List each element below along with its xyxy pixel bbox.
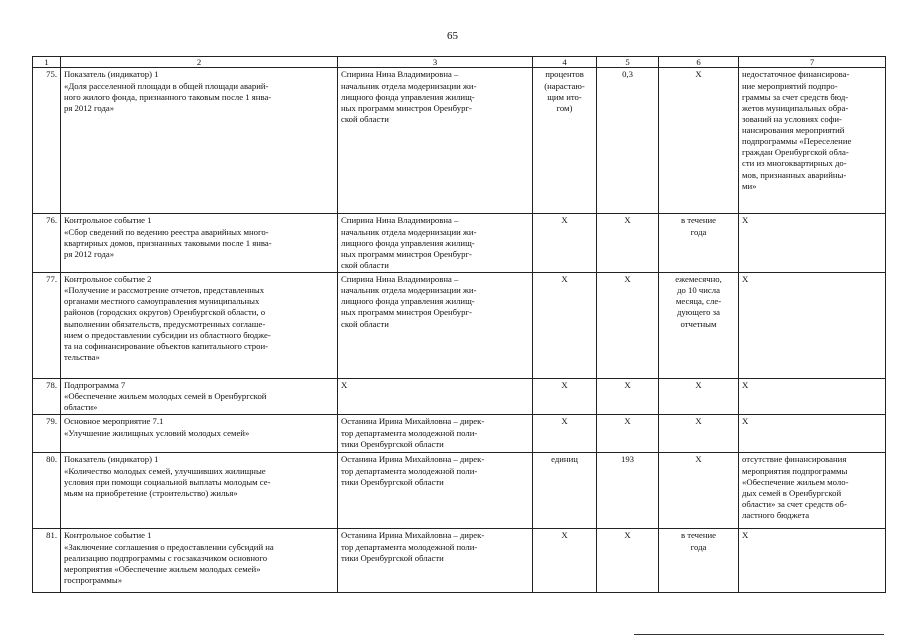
cell-line: Спирина Нина Владимировна – [341, 69, 459, 80]
cell-line: Х [742, 530, 749, 541]
cell-line: районов (городских округов) Оренбургской области, о [64, 307, 266, 318]
cell-line: начальник отдела модернизации жи- [341, 285, 477, 296]
term-cell [659, 214, 739, 273]
cell-line: Х [561, 530, 568, 541]
unit-cell [533, 453, 597, 529]
cell-line: Показатель (индикатор) 1 [64, 454, 159, 465]
row-number-cell: 77. [33, 273, 61, 379]
cell-line: сти из многоквартирных до- [742, 158, 847, 169]
footer-rule [634, 634, 884, 635]
cell-line: начальник отдела модернизации жи- [341, 80, 477, 91]
cell-line: Останина Ирина Михайловна – дирек- [341, 416, 485, 427]
cell-line: Х [742, 380, 749, 391]
row-number-cell: 78. [33, 379, 61, 415]
cell-line: Х [341, 380, 348, 391]
cell-line: начальник отдела модернизации жи- [341, 226, 477, 237]
term-cell [659, 529, 739, 593]
cell-line: тики Оренбургской области [341, 552, 444, 563]
unit-cell [533, 529, 597, 593]
unit-cell [533, 415, 597, 453]
cell-line: мероприятия подпрограммы [742, 465, 848, 476]
row-number-cell: 76. [33, 214, 61, 273]
cell-line: граждан Оренбургской обла- [742, 147, 849, 158]
cell-line: мероприятия «Обеспечение жильем молодых семей» [64, 563, 261, 574]
term-cell [659, 273, 739, 379]
cell-line: выполнении обязательств, предусмотренных соглаше- [64, 318, 266, 329]
note-cell [739, 415, 886, 453]
cell-line: лищного фонда управления жилищ- [341, 237, 475, 248]
cell-line: Х [742, 416, 749, 427]
table-row [33, 273, 886, 379]
table-row [33, 68, 886, 214]
note-cell [739, 453, 886, 529]
cell-line: ми» [742, 180, 757, 191]
cell-line: мьям на приобретение (строительство) жилья» [64, 487, 238, 498]
name-cell [61, 379, 338, 415]
column-number: 3 [338, 57, 533, 68]
cell-line: отчетным [680, 318, 717, 329]
cell-line: граммы за счет средств бюд- [742, 91, 849, 102]
cell-line: тики Оренбургской области [341, 476, 444, 487]
cell-line: месяца, сле- [675, 296, 722, 307]
unit-cell [533, 214, 597, 273]
cell-line: условия при помощи социальной выплаты молодым се- [64, 476, 271, 487]
page-number: 65 [447, 30, 458, 42]
note-cell [739, 529, 886, 593]
cell-line: отсутствие финансирования [742, 454, 847, 465]
table-row [33, 453, 886, 529]
cell-line: Х [695, 454, 702, 465]
cell-line: единиц [551, 454, 578, 465]
cell-line: «Доля расселенной площади в общей площади аварий- [64, 80, 269, 91]
cell-line: тики Оренбургской области [341, 438, 444, 449]
cell-line: «Заключение соглашения о предоставлении субсидий на [64, 541, 274, 552]
name-cell [61, 453, 338, 529]
cell-line: Останина Ирина Михайловна – дирек- [341, 454, 485, 465]
cell-line: реализацию подпрограммы с госзаказчиком основного [64, 552, 268, 563]
cell-line: Х [561, 274, 568, 285]
cell-line: Х [695, 416, 702, 427]
cell-line: тор департамента молодежной поли- [341, 541, 478, 552]
note-cell [739, 68, 886, 214]
cell-line: ластного бюджета [742, 510, 810, 521]
cell-line: лищного фонда управления жилищ- [341, 296, 475, 307]
cell-line: тор департамента молодежной поли- [341, 427, 478, 438]
report-table [32, 56, 886, 593]
name-cell [61, 273, 338, 379]
cell-line: нансирования мероприятий [742, 125, 845, 136]
cell-line: Подпрограмма 7 [64, 380, 126, 391]
name-cell [61, 214, 338, 273]
row-number-cell: 80. [33, 453, 61, 529]
cell-line: «Обеспечение жильем моло- [742, 476, 849, 487]
column-number: 6 [659, 57, 739, 68]
responsible-cell [338, 379, 533, 415]
column-number-row [33, 57, 886, 68]
cell-line: дующего за [677, 307, 720, 318]
row-number-cell: 81. [33, 529, 61, 593]
cell-line: «Сбор сведений по ведению реестра аварийных много- [64, 226, 269, 237]
value-cell: Х [597, 379, 659, 415]
column-number: 1 [33, 57, 61, 68]
cell-line: Показатель (индикатор) 1 [64, 69, 159, 80]
cell-line: Основное мероприятие 7.1 [64, 416, 164, 427]
row-number-cell: 79. [33, 415, 61, 453]
cell-line: Х [561, 380, 568, 391]
cell-line: Контрольное событие 2 [64, 274, 152, 285]
cell-line: зований на условиях софи- [742, 113, 842, 124]
column-number: 4 [533, 57, 597, 68]
term-cell [659, 453, 739, 529]
cell-line: Х [742, 215, 749, 226]
cell-line: ных программ минстроя Оренбург- [341, 307, 472, 318]
cell-line: та на софинансирование объектов капитального строи- [64, 340, 269, 351]
note-cell [739, 379, 886, 415]
cell-line: года [690, 541, 707, 552]
cell-line: «Количество молодых семей, улучшивших жилищные [64, 465, 266, 476]
cell-line: Останина Ирина Михайловна – дирек- [341, 530, 485, 541]
cell-line: дых семей в Оренбургской [742, 487, 842, 498]
table-row [33, 214, 886, 273]
note-cell [739, 273, 886, 379]
cell-line: Спирина Нина Владимировна – [341, 274, 459, 285]
cell-line: Контрольное событие 1 [64, 215, 152, 226]
cell-line: ской области [341, 113, 389, 124]
value-cell: Х [597, 214, 659, 273]
cell-line: Х [561, 416, 568, 427]
cell-line: в течение [680, 215, 717, 226]
cell-line: мов, признанных аварийны- [742, 169, 847, 180]
cell-line: квартирных домов, признанных таковыми после 1 янва- [64, 237, 272, 248]
cell-line: ской области [341, 318, 389, 329]
cell-line: «Улучшение жилищных условий молодых семей» [64, 427, 250, 438]
cell-line: гом) [556, 102, 573, 113]
cell-line: Х [695, 380, 702, 391]
unit-cell [533, 68, 597, 214]
unit-cell [533, 273, 597, 379]
responsible-cell [338, 415, 533, 453]
cell-line: ных программ минстроя Оренбург- [341, 102, 472, 113]
value-cell: Х [597, 415, 659, 453]
cell-line: ного жилого фонда, признанного таковым после 1 янва- [64, 91, 272, 102]
table-row [33, 529, 886, 593]
cell-line: Спирина Нина Владимировна – [341, 215, 459, 226]
cell-line: щим ито- [547, 91, 582, 102]
cell-line: до 10 числа [677, 285, 720, 296]
cell-line: ской области [341, 259, 389, 270]
cell-line: «Обеспечение жильем молодых семей в Оренбургской [64, 391, 267, 402]
cell-line: тельства» [64, 351, 100, 362]
cell-line: ежемесячно, [675, 274, 722, 285]
cell-line: (нарастаю- [544, 80, 585, 91]
responsible-cell [338, 273, 533, 379]
cell-line: Контрольное событие 1 [64, 530, 152, 541]
responsible-cell [338, 214, 533, 273]
cell-line: года [690, 226, 707, 237]
value-cell: Х [597, 529, 659, 593]
cell-line: области» за счет средств об- [742, 498, 847, 509]
column-number: 7 [739, 57, 886, 68]
cell-line: в течение [680, 530, 717, 541]
term-cell [659, 379, 739, 415]
cell-line: ние мероприятий подпро- [742, 80, 838, 91]
column-number: 2 [61, 57, 338, 68]
table-row [33, 379, 886, 415]
cell-line: Х [695, 69, 702, 80]
table-row [33, 415, 886, 453]
unit-cell [533, 379, 597, 415]
cell-line: нием о предоставлении субсидии из областного бюдже- [64, 329, 271, 340]
cell-line: Х [561, 215, 568, 226]
cell-line: ря 2012 года» [64, 102, 115, 113]
note-cell [739, 214, 886, 273]
cell-line: лищного фонда управления жилищ- [341, 91, 475, 102]
cell-line: недостаточное финансирова- [742, 69, 850, 80]
responsible-cell [338, 529, 533, 593]
name-cell [61, 415, 338, 453]
cell-line: органами местного самоуправления муниципальных [64, 296, 260, 307]
name-cell [61, 529, 338, 593]
cell-line: области» [64, 402, 98, 413]
cell-line: ря 2012 года» [64, 248, 115, 259]
cell-line: ных программ минстроя Оренбург- [341, 248, 472, 259]
value-cell: 193 [597, 453, 659, 529]
row-number-cell: 75. [33, 68, 61, 214]
responsible-cell [338, 453, 533, 529]
value-cell: Х [597, 273, 659, 379]
term-cell [659, 68, 739, 214]
cell-line: «Получение и рассмотрение отчетов, представленных [64, 285, 265, 296]
name-cell [61, 68, 338, 214]
column-number: 5 [597, 57, 659, 68]
term-cell [659, 415, 739, 453]
responsible-cell [338, 68, 533, 214]
cell-line: тор департамента молодежной поли- [341, 465, 478, 476]
cell-line: госпрограммы» [64, 574, 123, 585]
cell-line: процентов [545, 69, 584, 80]
cell-line: подпрограммы «Переселение [742, 136, 852, 147]
value-cell: 0,3 [597, 68, 659, 214]
cell-line: Х [742, 274, 749, 285]
cell-line: жетов муниципальных обра- [742, 102, 849, 113]
